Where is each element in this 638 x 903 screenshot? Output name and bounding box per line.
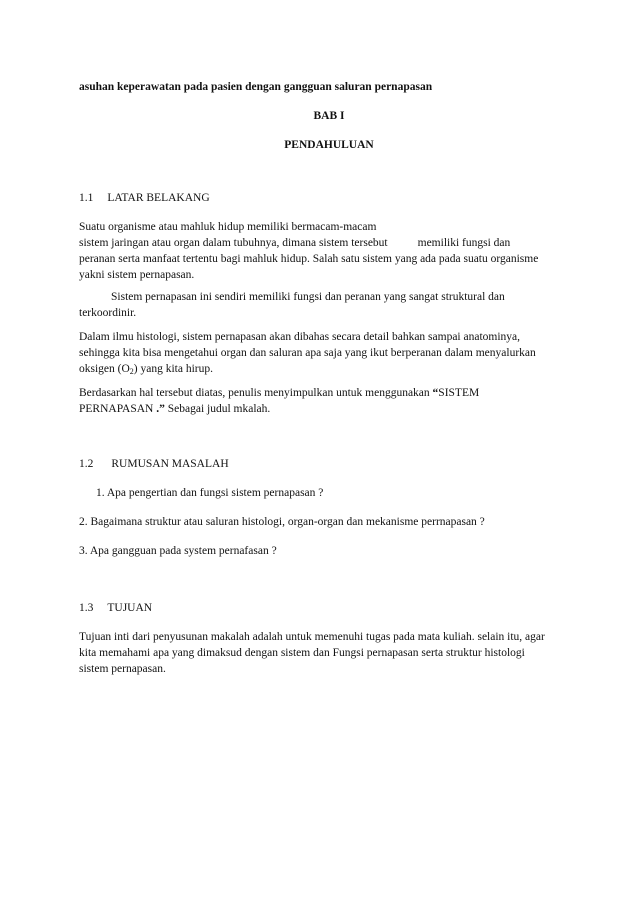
text-fragment: sistem jaringan atau organ dalam tubuhnya, dimana sistem tersebut — [79, 237, 388, 249]
document-title: asuhan keperawatan pada pasien dengan gangguan saluran pernapasan — [79, 81, 433, 93]
text-line — [79, 235, 569, 251]
text-line: Tujuan inti dari penyusunan makalah adalah untuk memenuhi tugas pada mata kuliah. selain itu, agar — [79, 631, 545, 643]
paragraph-background-2 — [79, 289, 569, 321]
subscript: 2 — [129, 367, 134, 376]
text-line: sistem pernapasan. — [79, 663, 166, 675]
text-line — [79, 385, 569, 401]
text-line — [79, 361, 569, 380]
problem-item-1: 1. Apa pengertian dan fungsi sistem pernapasan ? — [96, 487, 324, 499]
problem-item-2: 2. Bagaimana struktur atau saluran histologi, organ-organ dan mekanisme perrnapasan ? — [79, 516, 485, 528]
paragraph-objectives — [79, 629, 569, 677]
text-line — [79, 401, 569, 417]
text-fragment: SISTEM — [438, 387, 480, 399]
section-heading-text: TUJUAN — [107, 602, 153, 614]
section-number: 1.2 — [79, 458, 94, 470]
chapter-title: PENDAHULUAN — [284, 139, 374, 151]
problem-item-3: 3. Apa gangguan pada system pernafasan ? — [79, 545, 277, 557]
text-line: kita memahami apa yang dimaksud dengan sistem dan Fungsi pernapasan serta struktur histologi — [79, 647, 525, 659]
paragraph-background-3 — [79, 329, 569, 380]
text-line: Suatu organisme atau mahluk hidup memiliki bermacam-macam — [79, 221, 377, 233]
section-heading-1-1 — [79, 190, 569, 206]
text-fragment: memiliki fungsi dan — [417, 237, 511, 249]
text-fragment: Sistem pernapasan ini sendiri memiliki fungsi dan peranan yang sangat struktural dan — [111, 291, 505, 303]
paragraph-background-1 — [79, 219, 569, 283]
chapter-label: BAB I — [313, 110, 345, 122]
text-fragment: ) yang kita hirup. — [133, 363, 213, 375]
section-heading-text: LATAR BELAKANG — [107, 192, 210, 204]
text-fragment: Sebagai judul mkalah. — [164, 403, 271, 415]
text-fragment: PERNAPASAN — [79, 403, 154, 415]
section-heading-1-3 — [79, 600, 569, 616]
text-line: Dalam ilmu histologi, sistem pernapasan akan dibahas secara detail bahkan sampai anatominya, — [79, 331, 521, 343]
quote-mark: .” — [153, 403, 165, 415]
text-line: terkoordinir. — [79, 307, 137, 319]
text-line: yakni sistem pernapasan. — [79, 269, 195, 281]
section-heading-text: RUMUSAN MASALAH — [111, 458, 229, 470]
text-fragment: oksigen (O — [79, 363, 130, 375]
quote-mark: “ — [432, 387, 439, 399]
section-number: 1.3 — [79, 602, 94, 614]
text-fragment: Berdasarkan hal tersebut diatas, penulis menyimpulkan untuk menggunakan — [79, 387, 433, 399]
section-heading-1-2 — [79, 456, 569, 472]
text-line — [79, 289, 569, 305]
text-line: sehingga kita bisa mengetahui organ dan saluran apa saja yang ikut berperanan dalam menyalurkan — [79, 347, 536, 359]
section-number: 1.1 — [79, 192, 94, 204]
text-line: peranan serta manfaat tertentu bagi mahluk hidup. Salah satu sistem yang ada pada suatu organisme — [79, 253, 539, 265]
paragraph-background-4 — [79, 385, 569, 417]
